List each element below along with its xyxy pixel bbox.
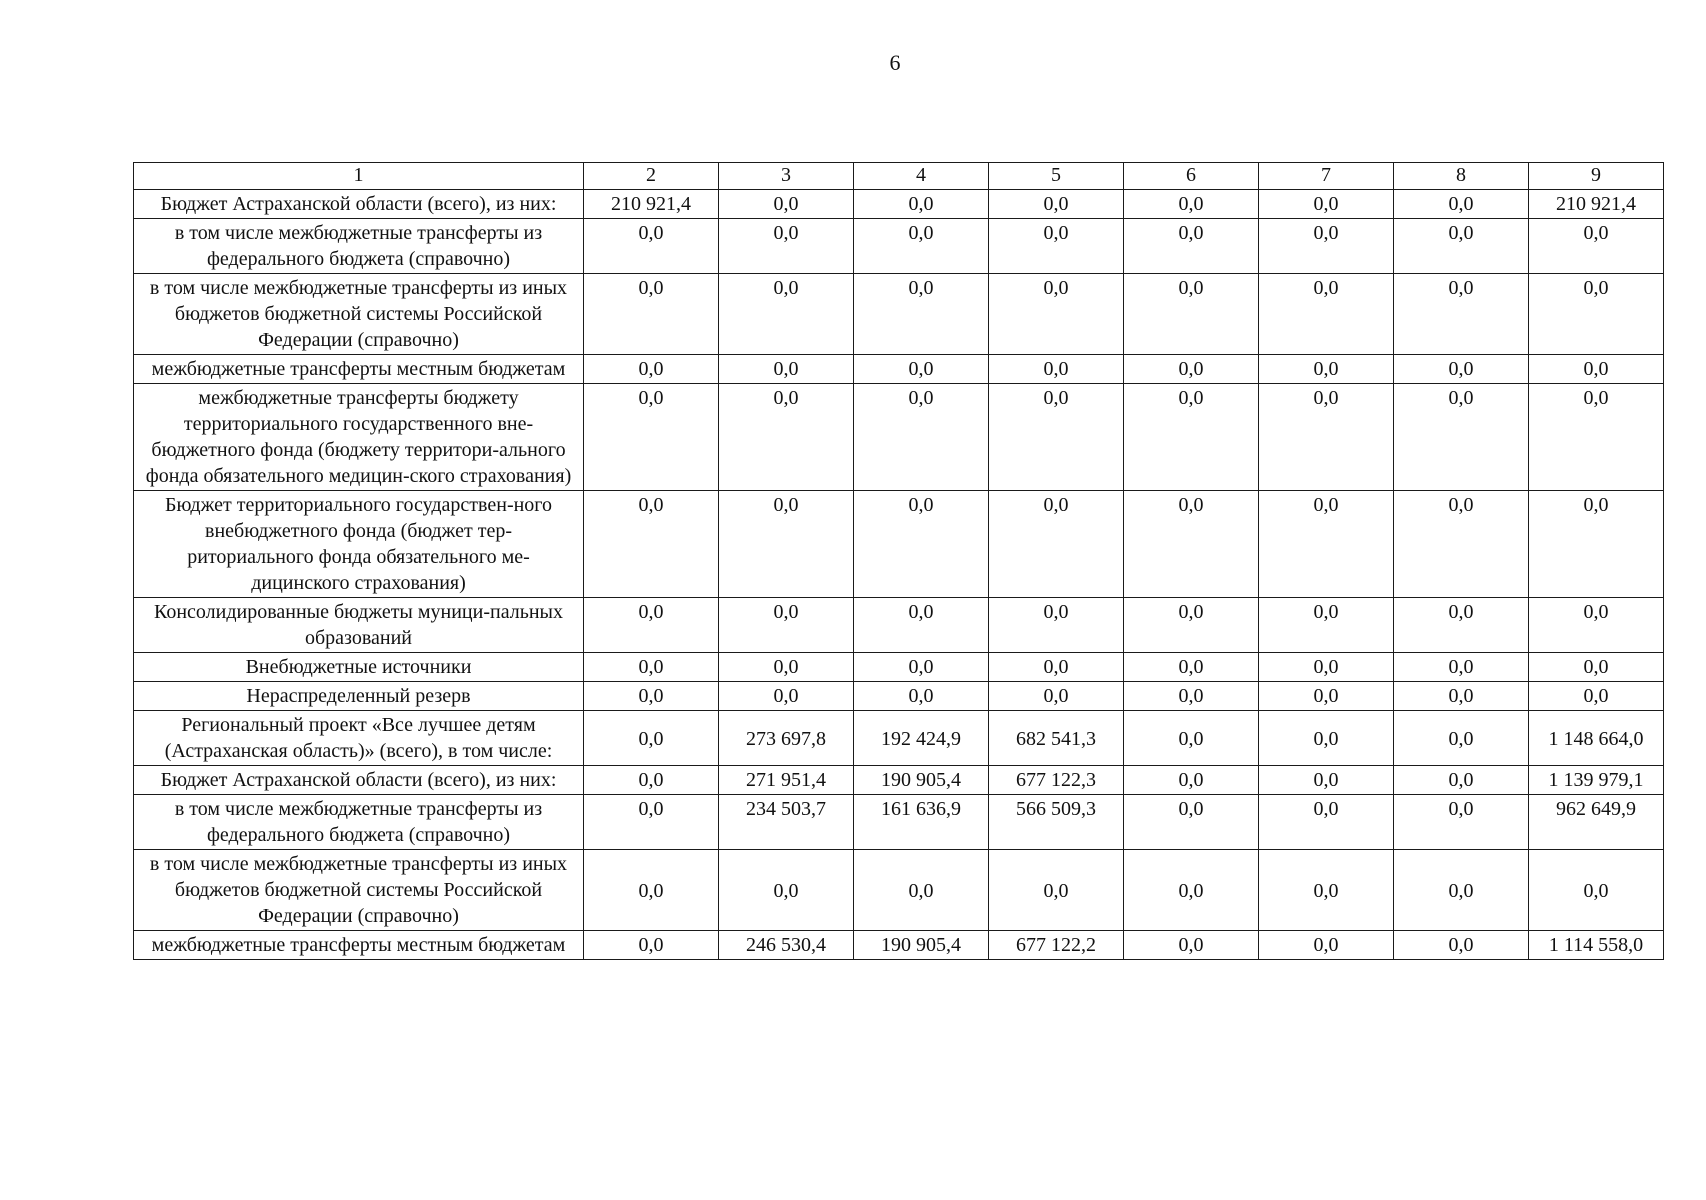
row-label: межбюджетные трансферты бюджету территориального государственного вне-бюджетного фонда (бюджету территори-ального фонда обязательного медицин-ского страхования) [134,384,584,491]
row-label: Региональный проект «Все лучшее детям (Астраханская область)» (всего), в том числе: [134,711,584,766]
table-row [134,682,1664,711]
table-cell: 0,0 [1124,355,1259,384]
table-row [134,190,1664,219]
table-cell: 0,0 [1529,491,1664,598]
column-header: 8 [1394,163,1529,190]
table-cell: 0,0 [1259,795,1394,850]
table-cell: 273 697,8 [719,711,854,766]
table-cell: 190 905,4 [854,766,989,795]
column-header: 6 [1124,163,1259,190]
table-cell: 246 530,4 [719,931,854,960]
table-cell: 0,0 [1529,355,1664,384]
table-cell: 0,0 [1394,219,1529,274]
table-cell: 682 541,3 [989,711,1124,766]
table-cell: 0,0 [1124,850,1259,931]
table-cell: 0,0 [989,219,1124,274]
table-cell: 0,0 [1259,766,1394,795]
table-cell: 677 122,2 [989,931,1124,960]
table-cell: 0,0 [1529,219,1664,274]
page-number: 6 [889,50,901,75]
table-cell: 0,0 [989,598,1124,653]
table-cell: 0,0 [584,711,719,766]
table-cell: 0,0 [1394,931,1529,960]
table-cell: 0,0 [584,274,719,355]
table-cell: 0,0 [584,653,719,682]
table-cell: 0,0 [989,491,1124,598]
table-cell: 0,0 [1259,190,1394,219]
table-row [134,766,1664,795]
table-cell: 0,0 [1124,653,1259,682]
column-header: 5 [989,163,1124,190]
table-cell: 0,0 [1394,274,1529,355]
table-cell: 0,0 [1124,384,1259,491]
row-label: Бюджет Астраханской области (всего), из них: [134,190,584,219]
table-cell: 0,0 [1394,766,1529,795]
table-cell: 190 905,4 [854,931,989,960]
row-label: в том числе межбюджетные трансферты из федерального бюджета (справочно) [134,219,584,274]
table-cell: 0,0 [584,384,719,491]
table-cell: 0,0 [854,219,989,274]
row-label: Нераспределенный резерв [134,682,584,711]
table-cell: 0,0 [719,219,854,274]
budget-table [133,162,1664,960]
table-cell: 0,0 [1394,795,1529,850]
table-cell: 0,0 [854,384,989,491]
table-row [134,598,1664,653]
table-cell: 0,0 [1529,653,1664,682]
table-cell: 0,0 [1394,491,1529,598]
column-header: 3 [719,163,854,190]
row-label: в том числе межбюджетные трансферты из федерального бюджета (справочно) [134,795,584,850]
table-cell: 0,0 [1124,682,1259,711]
table-row [134,850,1664,931]
table-cell: 0,0 [854,682,989,711]
table-cell: 0,0 [1124,931,1259,960]
table-cell: 677 122,3 [989,766,1124,795]
table-cell: 0,0 [854,274,989,355]
row-label: межбюджетные трансферты местным бюджетам [134,355,584,384]
table-cell: 0,0 [1529,850,1664,931]
row-label: в том числе межбюджетные трансферты из иных бюджетов бюджетной системы Российской Федерации (справочно) [134,274,584,355]
table-cell: 0,0 [1124,491,1259,598]
table-cell: 0,0 [989,274,1124,355]
table-cell: 0,0 [1529,274,1664,355]
table-cell: 566 509,3 [989,795,1124,850]
table-cell: 0,0 [854,653,989,682]
table-cell: 0,0 [1394,355,1529,384]
table-cell: 0,0 [1259,850,1394,931]
table-cell: 0,0 [719,384,854,491]
table-row [134,219,1664,274]
table-cell: 271 951,4 [719,766,854,795]
table-cell: 0,0 [584,491,719,598]
table-cell: 0,0 [1259,384,1394,491]
table-cell: 210 921,4 [584,190,719,219]
table-cell: 0,0 [1394,190,1529,219]
table-cell: 192 424,9 [854,711,989,766]
table-cell: 0,0 [584,850,719,931]
table-row [134,653,1664,682]
table-cell: 0,0 [719,682,854,711]
table-cell: 0,0 [1529,682,1664,711]
column-header: 2 [584,163,719,190]
table-cell: 0,0 [1259,274,1394,355]
table-cell: 0,0 [854,491,989,598]
table-cell: 0,0 [719,190,854,219]
table-cell: 0,0 [989,682,1124,711]
table-cell: 0,0 [584,219,719,274]
table-body [134,190,1664,960]
table-cell: 0,0 [1529,384,1664,491]
table-cell: 0,0 [584,795,719,850]
table-cell: 0,0 [1259,491,1394,598]
table-cell: 0,0 [719,491,854,598]
column-header: 9 [1529,163,1664,190]
row-label: межбюджетные трансферты местным бюджетам [134,931,584,960]
table-cell: 1 114 558,0 [1529,931,1664,960]
table-cell: 1 139 979,1 [1529,766,1664,795]
table-cell: 0,0 [854,598,989,653]
table-cell: 0,0 [1394,711,1529,766]
table-cell: 0,0 [584,682,719,711]
column-header: 1 [134,163,584,190]
table-cell: 0,0 [719,598,854,653]
table-cell: 0,0 [1259,931,1394,960]
table-cell: 0,0 [1394,850,1529,931]
table-cell: 0,0 [584,355,719,384]
table-row [134,931,1664,960]
table-cell: 1 148 664,0 [1529,711,1664,766]
table-cell: 0,0 [1259,219,1394,274]
table-row [134,711,1664,766]
table-cell: 0,0 [854,190,989,219]
table-cell: 0,0 [1259,653,1394,682]
table-cell: 0,0 [584,766,719,795]
table-cell: 0,0 [1259,682,1394,711]
table-cell: 161 636,9 [854,795,989,850]
table-cell: 0,0 [719,274,854,355]
table-cell: 210 921,4 [1529,190,1664,219]
table-cell: 0,0 [1124,711,1259,766]
table-cell: 0,0 [719,653,854,682]
table-cell: 962 649,9 [1529,795,1664,850]
table-cell: 0,0 [1394,682,1529,711]
row-label: Консолидированные бюджеты муници-пальных образований [134,598,584,653]
table-cell: 0,0 [989,850,1124,931]
table-row [134,795,1664,850]
table-row [134,384,1664,491]
table-cell: 0,0 [1259,355,1394,384]
table-cell: 0,0 [1394,384,1529,491]
column-header: 7 [1259,163,1394,190]
table-header-row [134,163,1664,190]
row-label: Бюджет территориального государствен-ного внебюджетного фонда (бюджет тер-риториального фонда обязательного ме-дицинского страхования) [134,491,584,598]
table-cell: 0,0 [1124,795,1259,850]
table-cell: 0,0 [1259,598,1394,653]
table-cell: 0,0 [1124,766,1259,795]
table-cell: 0,0 [1259,711,1394,766]
table-cell: 0,0 [1124,274,1259,355]
table-cell: 0,0 [719,355,854,384]
table-cell: 0,0 [1529,598,1664,653]
table-cell: 0,0 [1394,653,1529,682]
table-row [134,491,1664,598]
table-cell: 0,0 [584,931,719,960]
table-cell: 0,0 [854,355,989,384]
table-cell: 0,0 [1124,190,1259,219]
table-cell: 0,0 [989,653,1124,682]
row-label: Бюджет Астраханской области (всего), из них: [134,766,584,795]
table-cell: 0,0 [584,598,719,653]
table-row [134,355,1664,384]
table-cell: 0,0 [989,190,1124,219]
column-header: 4 [854,163,989,190]
table-row [134,274,1664,355]
table-cell: 234 503,7 [719,795,854,850]
table-cell: 0,0 [989,384,1124,491]
table-cell: 0,0 [1124,219,1259,274]
table-cell: 0,0 [989,355,1124,384]
row-label: Внебюджетные источники [134,653,584,682]
budget-table-container [133,162,1663,960]
table-cell: 0,0 [1124,598,1259,653]
table-cell: 0,0 [719,850,854,931]
table-cell: 0,0 [1394,598,1529,653]
row-label: в том числе межбюджетные трансферты из иных бюджетов бюджетной системы Российской Федерации (справочно) [134,850,584,931]
table-cell: 0,0 [854,850,989,931]
